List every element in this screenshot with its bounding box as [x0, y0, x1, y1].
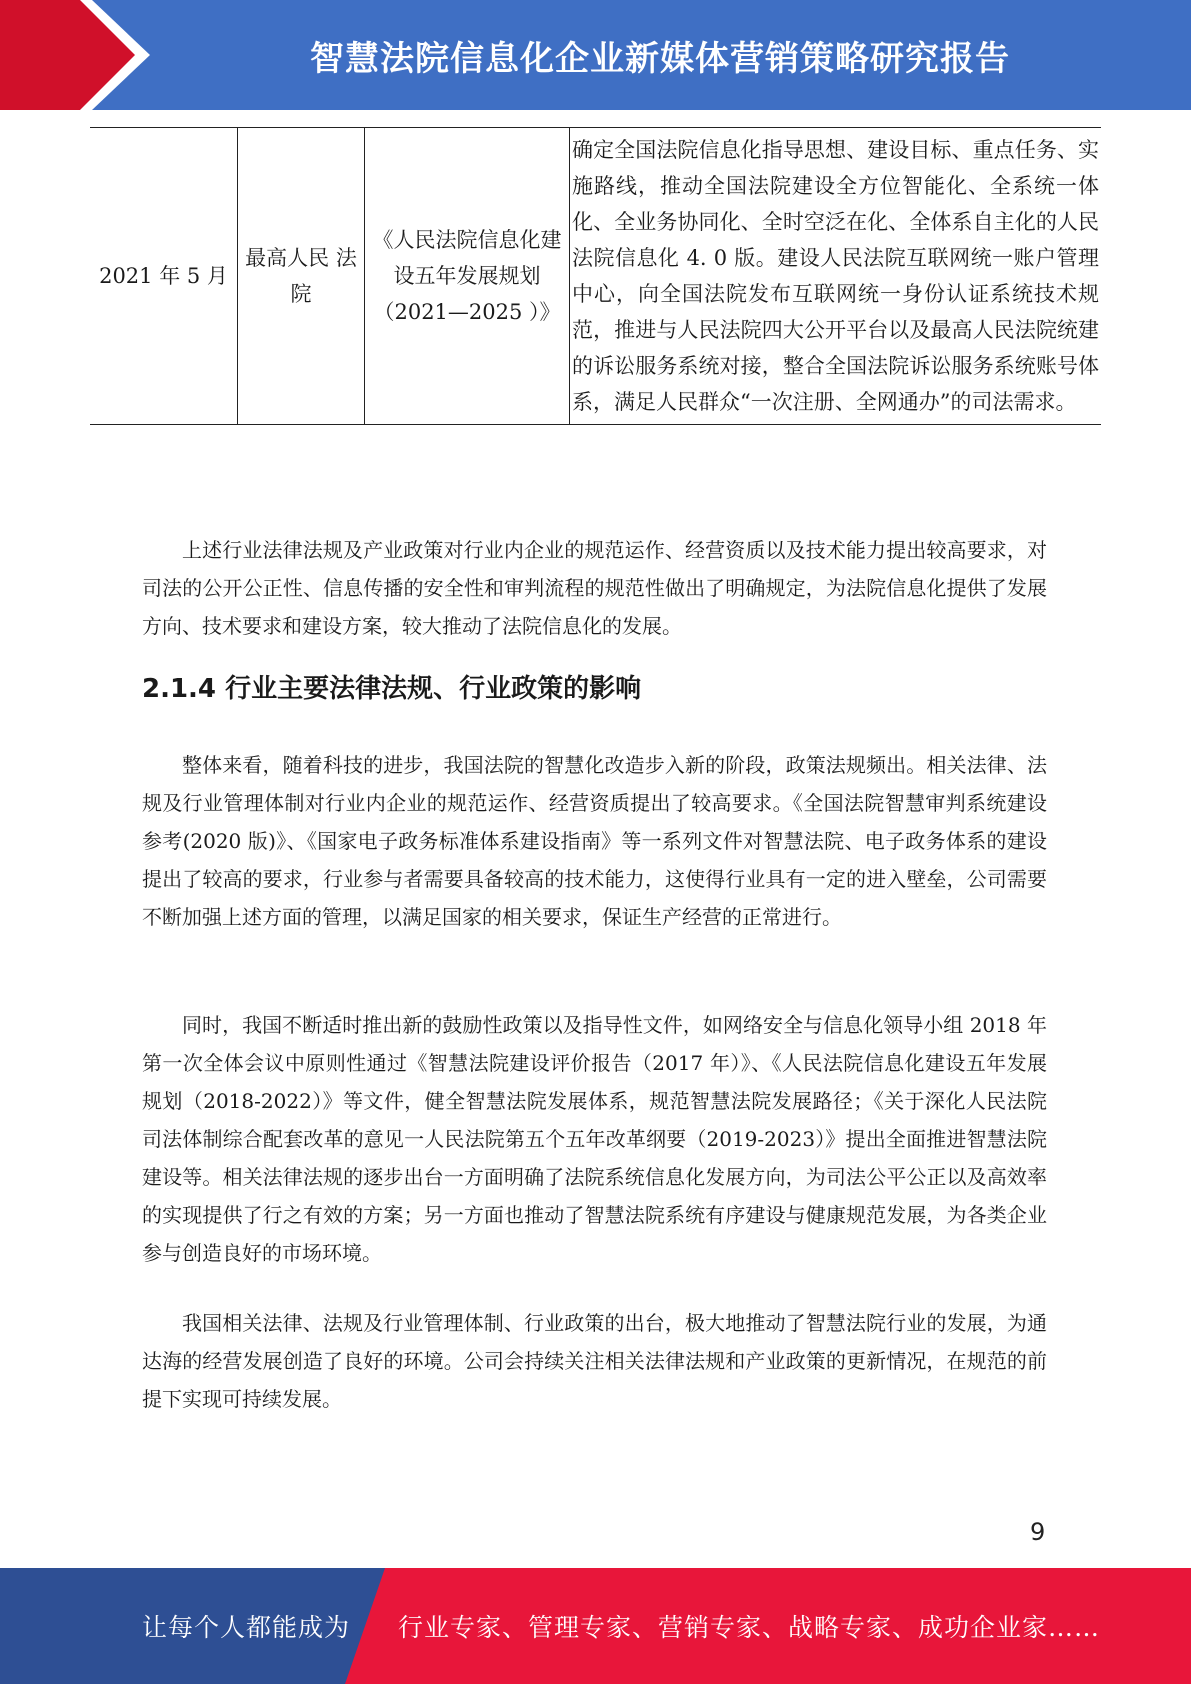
table-row [90, 128, 1101, 425]
table-cell-document [365, 128, 570, 425]
paragraph-overview: 整体来看，随着科技的进步，我国法院的智慧化改造步入新的阶段，政策法规频出。相关法律、法规及行业管理体制对行业内企业的规范运作、经营资质提出了较高要求。《全国法院智慧审判系统建设参考(2020 版)》、《国家电子政务标准体系建设指南》等一系列文件对智慧法院、电子政务体系的建设提出了较高的要求，行业参与者需要具备较高的技术能力，这使得行业具有一定的进入壁垒，公司需要不断加强上述方面的管理，以满足国家的相关要求，保证生产经营的正常进行。 [142, 753, 1047, 929]
footer-slogan-left: 让每个人都能成为 [142, 1613, 351, 1642]
section-heading: 2.1.4 行业主要法律法规、行业政策的影响 [142, 674, 642, 704]
table-cell-org-text: 最高人民 法院 [245, 246, 357, 306]
paragraph-conclusion: 我国相关法律、法规及行业管理体制、行业政策的出台，极大地推动了智慧法院行业的发展，为通达海的经营发展创造了良好的环境。公司会持续关注相关法律法规和产业政策的更新情况，在规范的前提下实现可持续发展。 [142, 1311, 1047, 1411]
report-title: 智慧法院信息化企业新媒体营销策略研究报告 [310, 38, 1010, 79]
page-number: 9 [1030, 1518, 1046, 1546]
paragraph-policies: 同时，我国不断适时推出新的鼓励性政策以及指导性文件，如网络安全与信息化领导小组 2018 年第一次全体会议中原则性通过《智慧法院建设评价报告（2017 年）》、《人民法院信息化建设五年发展规划（2018-2022）》等文件，健全智慧法院发展体系，规范智慧法院发展路径；《关于深化人民法院司法体制综合配套改革的意见一人民法院第五个五年改革纲要（2019-2023）》提出全面推进智慧法院建设等。相关法律法规的逐步出台一方面明确了法院系统信息化发展方向，为司法公平公正以及高效率的实现提供了行之有效的方案；另一方面也推动了智慧法院系统有序建设与健康规范发展，为各类企业参与创造良好的市场环境。 [142, 1013, 1047, 1265]
header-red-chevron-decoration [0, 0, 150, 110]
table-cell-org [238, 128, 365, 425]
table-cell-content: 确定全国法院信息化指导思想、建设目标、重点任务、实施路线，推动全国法院建设全方位智能化、全系统一体化、全业务协同化、全时空泛在化、全体系自主化的人民法院信息化 4. 0 版。建设人民法院互联网统一账户管理中心，向全国法院发布互联网统一身份认证系统技术规范，推进与人民法院四大公开平台以及最高人民法院统建的诉讼服务系统对接，整合全国法院诉讼服务系统账号体系，满足人民群众“一次注册、全网通办”的司法需求。 [570, 128, 1102, 425]
table-cell-date: 2021 年 5 月 [90, 128, 238, 425]
table-cell-document-text: 《人民法院信息化建设五年发展规划（2021—2025 ）》 [372, 228, 562, 324]
policy-table [90, 127, 1101, 425]
paragraph-summary: 上述行业法律法规及产业政策对行业内企业的规范运作、经营资质以及技术能力提出较高要求，对司法的公开公正性、信息传播的安全性和审判流程的规范性做出了明确规定，为法院信息化提供了发展方向、技术要求和建设方案，较大推动了法院信息化的发展。 [142, 538, 1047, 638]
footer-slogan-right: 行业专家、管理专家、营销专家、战略专家、成功企业家…… [398, 1613, 1101, 1642]
page-header [0, 0, 1191, 110]
